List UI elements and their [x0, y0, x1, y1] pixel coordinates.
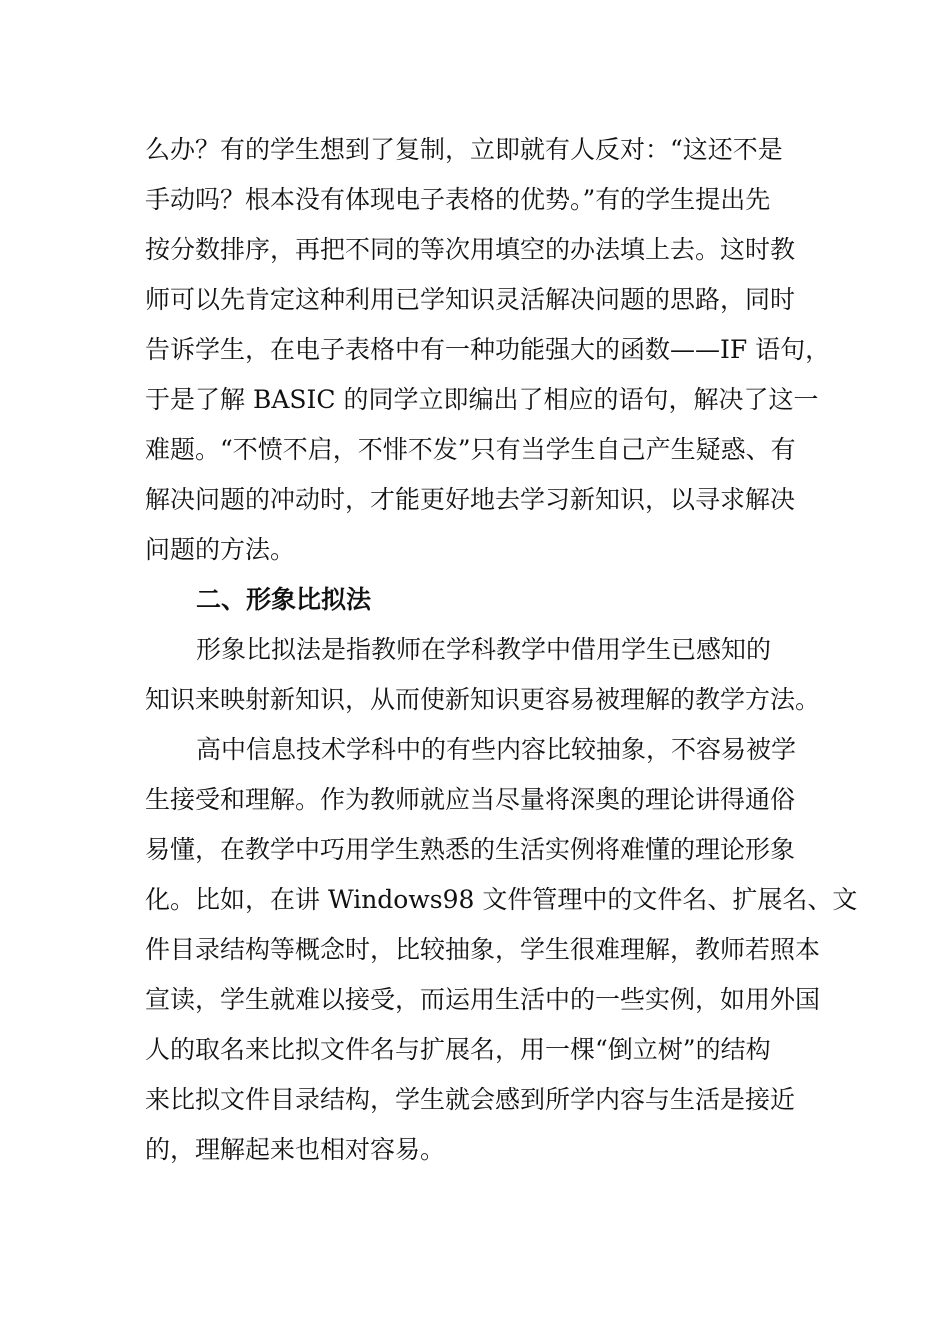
paragraph-line: 来比拟文件目录结构，学生就会感到所学内容与生活是接近 — [145, 1085, 796, 1114]
paragraph-line: 易懂，在教学中巧用学生熟悉的生活实例将难懂的理论形象 — [145, 835, 796, 864]
paragraph-line: 告诉学生，在电子表格中有一种功能强大的函数——IF 语句， — [145, 335, 831, 364]
paragraph-line: 问题的方法。 — [145, 535, 296, 564]
paragraph-line: 解决问题的冲动时，才能更好地去学习新知识，以寻求解决 — [145, 485, 796, 514]
paragraph-line: 高中信息技术学科中的有些内容比较抽象，不容易被学 — [196, 735, 797, 764]
section-heading: 二、形象比拟法 — [196, 585, 372, 614]
paragraph-line: 宣读，学生就难以接受，而运用生活中的一些实例，如用外国 — [145, 985, 821, 1014]
paragraph-line: 按分数排序，再把不同的等次用填空的办法填上去。这时教 — [145, 235, 796, 264]
paragraph-line: 形象比拟法是指教师在学科教学中借用学生已感知的 — [196, 635, 772, 664]
paragraph-line: 手动吗？根本没有体现电子表格的优势。”有的学生提出先 — [145, 185, 771, 214]
paragraph-line: 人的取名来比拟文件名与扩展名，用一棵“倒立树”的结构 — [145, 1035, 771, 1064]
paragraph-line: 化。比如，在讲 Windows98 文件管理中的文件名、扩展名、文 — [145, 885, 858, 914]
paragraph-line: 师可以先肯定这种利用已学知识灵活解决问题的思路，同时 — [145, 285, 796, 314]
paragraph-line: 的，理解起来也相对容易。 — [145, 1135, 446, 1164]
paragraph-line: 件目录结构等概念时，比较抽象，学生很难理解，教师若照本 — [145, 935, 821, 964]
paragraph-line: 生接受和理解。作为教师就应当尽量将深奥的理论讲得通俗 — [145, 785, 796, 814]
paragraph-line: 难题。“不愤不启，不悱不发”只有当学生自己产生疑惑、有 — [145, 435, 796, 464]
paragraph-line: 于是了解 BASIC 的同学立即编出了相应的语句，解决了这一 — [145, 385, 819, 414]
paragraph-line: 么办？有的学生想到了复制，立即就有人反对：“这还不是 — [145, 135, 783, 164]
paragraph-line: 知识来映射新知识，从而使新知识更容易被理解的教学方法。 — [145, 685, 821, 714]
